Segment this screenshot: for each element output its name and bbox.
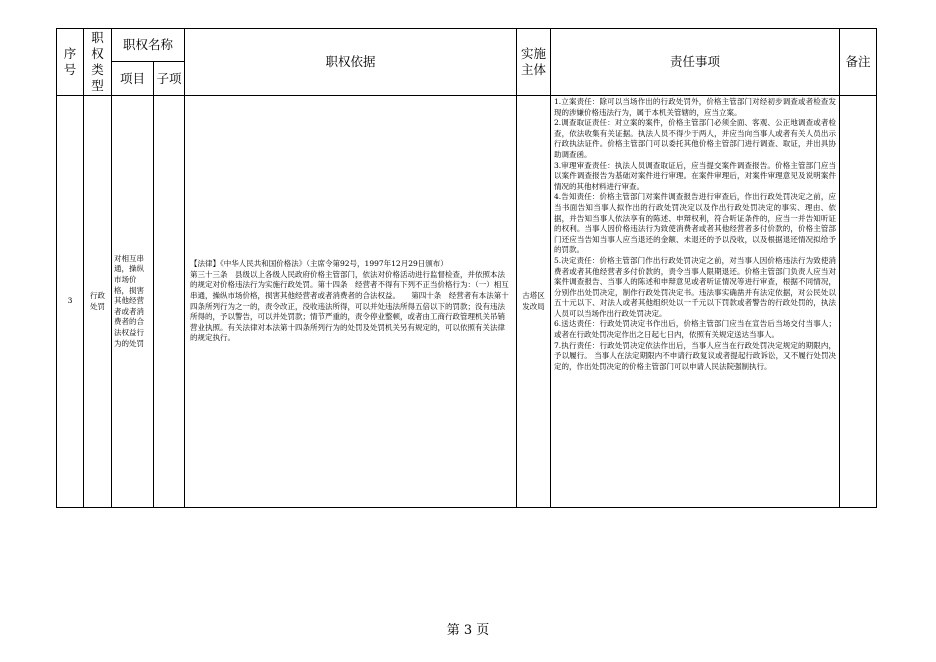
- responsibility-item: 2.调查取证责任：对立案的案件，价格主管部门必须全面、客观、公正地调查或者检查，依法收集有关证据。执法人员不得少于两人，并应当向当事人或者有关人员出示行政执法证件。价格主管部门可以委托其他价格主管部门进行调查、取证，并出具协助调查函。: [554, 118, 837, 159]
- row-responsibilities: [551, 96, 840, 508]
- header-power-name: 职权名称: [112, 29, 185, 62]
- basis-line: 第三十三条 县级以上各级人民政府价格主管部门，依法对价格活动进行监督检查，并依照本法的规定对价格违法行为实施行政处罚。第十四条 经营者不得有下列不正当价格行为：（一）相互串通，操纵市场价格，损害其他经营者或者消费者的合法权益。 第四十条 经营者有本法第十四条所列行为之一的，责令改正，没收违法所得，可以并处违法所得五倍以下的罚款；没有违法所得的，予以警告，可以并处罚款；情节严重的，责令停业整顿，或者由工商行政管理机关吊销营业执照。有关法律对本法第十四条所列行为的处罚及处罚机关另有规定的，可以依照有关法律的规定执行。: [190, 269, 509, 343]
- header-subitem: 子项: [154, 62, 185, 96]
- responsibility-item: 3.审理审查责任：执法人员调查取证后，应当提交案件调查报告。价格主管部门应当以案件调查报告为基础对案件进行审理。在案件审理后，对案件审理意见及说明案件情况的其他材料进行审查。: [554, 160, 837, 191]
- responsibility-item: 4.告知责任：价格主管部门对案件调查报告进行审查后，作出行政处罚决定之前，应当书面告知当事人拟作出的行政处罚决定以及作出行政处罚决定的事实、理由、依据，并告知当事人依法享有的陈述、申辩权利，符合听证条件的，应当一并告知听证的权利。当事人因价格违法行为致使消费者或者其他经营者多付价款的，价格主管部门还应当告知当事人应当退还的金额、未退还的予以没收，以及根据退还情况拟给予的罚款。: [554, 192, 837, 255]
- row-subject: 古塔区发改局: [517, 96, 551, 508]
- header-seq: 序号: [57, 29, 84, 96]
- row-basis: [185, 96, 517, 508]
- header-responsibility: 责任事项: [551, 29, 840, 96]
- row-remarks: [840, 96, 877, 508]
- responsibility-item: 6.送达责任：行政处罚决定书作出后，价格主管部门应当在宣告后当场交付当事人；或者在行政处罚决定作出之日起七日内，依照有关规定送达当事人。: [554, 319, 837, 340]
- header-remarks: 备注: [840, 29, 877, 96]
- header-subject: 实施主体: [517, 29, 551, 96]
- header-basis: 职权依据: [185, 29, 517, 96]
- row-subitem: [154, 96, 185, 508]
- header-item: 项目: [112, 62, 154, 96]
- responsibility-item: 1.立案责任：除可以当场作出的行政处罚外，价格主管部门对经初步调查或者检查发现的涉嫌价格违法行为，属于本机关管辖的，应当立案。: [554, 97, 837, 117]
- row-seq: 3: [57, 96, 84, 508]
- responsibility-item: 5.决定责任：价格主管部门作出行政处罚决定之前，对当事人因价格违法行为致使消费者或者其他经营者多付价款的，责令当事人限期退还。价格主管部门负责人应当对案件调查报告、当事人的陈述和申辩意见或者听证情况等进行审查，根据不同情况，分别作出处罚决定，制作行政处罚决定书。违法事实确凿并有法定依据，对公民处以五十元以下、对法人或者其他组织处以一千元以下罚款或者警告的行政处罚的，执法人员可以当场作出行政处罚决定。: [554, 255, 837, 318]
- row-item: 对相互串通，操纵市场价格，损害其他经营者或者消费者的合法权益行为的处罚: [112, 96, 154, 508]
- row-power-type: 行政处罚: [84, 96, 112, 508]
- page-number: 第 3 页: [446, 623, 490, 638]
- responsibility-item: 7.执行责任：行政处罚决定依法作出后，当事人应当在行政处罚决定规定的期限内，予以履行。 当事人在法定期限内不申请行政复议或者提起行政诉讼，又不履行处罚决定的，作出处罚决定的价格主管部门可以申请人民法院强制执行。: [554, 340, 837, 371]
- power-list-table: [56, 28, 877, 508]
- header-power-type: 职权类型: [84, 29, 112, 96]
- basis-line: 【法律】《中华人民共和国价格法》（主席令第92号，1997年12月29日颁布）: [190, 259, 448, 269]
